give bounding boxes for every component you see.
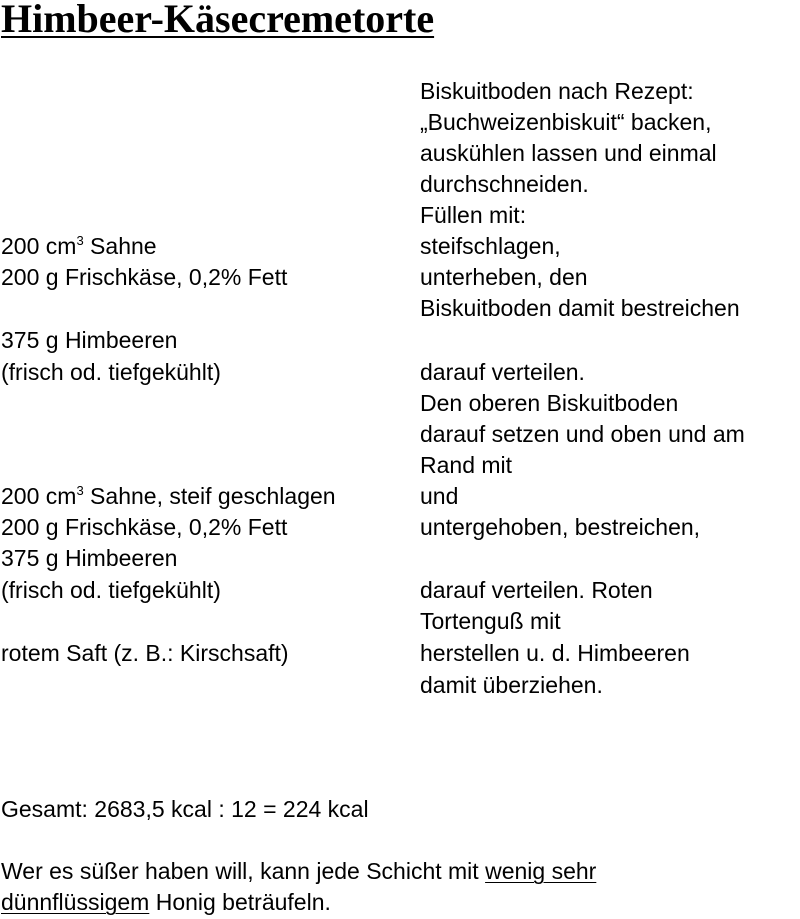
- instruction-line: Tortenguß mit: [420, 608, 561, 634]
- calorie-total: Gesamt: 2683,5 kcal : 12 = 224 kcal: [1, 796, 369, 822]
- instruction-line: darauf verteilen. Roten: [420, 577, 653, 603]
- instruction-line: herstellen u. d. Himbeeren: [420, 640, 690, 666]
- instruction-line: unterheben, den: [420, 264, 588, 290]
- tip-text: Wer es süßer haben will, kann jede Schicht mit: [1, 858, 486, 884]
- honey-tip-line-2: [1, 888, 331, 916]
- ingredient-raspberries-note: (frisch od. tiefgekühlt): [1, 577, 221, 603]
- ingredient-raspberries: 375 g Himbeeren: [1, 545, 178, 571]
- instruction-line: und: [420, 483, 459, 509]
- ingredient-cream-amount: 200 cm: [1, 483, 77, 509]
- ingredient-raspberries-note: (frisch od. tiefgekühlt): [1, 359, 221, 385]
- ingredient-cream-whipped: [1, 482, 336, 510]
- instruction-line: steifschlagen,: [420, 233, 561, 259]
- instruction-line: darauf setzen und oben und am: [420, 421, 745, 447]
- instruction-line: Biskuitboden nach Rezept:: [420, 78, 694, 104]
- instruction-line: durchschneiden.: [420, 171, 589, 197]
- instruction-line: darauf verteilen.: [420, 359, 585, 385]
- superscript-three: 3: [76, 483, 84, 498]
- instruction-line: „Buchweizenbiskuit“ backen,: [420, 109, 712, 135]
- ingredient-cream-cheese: 200 g Frischkäse, 0,2% Fett: [1, 514, 288, 540]
- tip-emphasis: dünnflüssigem: [1, 889, 150, 915]
- ingredient-raspberries: 375 g Himbeeren: [1, 327, 178, 353]
- ingredient-cream: [1, 232, 157, 260]
- instruction-line: auskühlen lassen und einmal: [420, 140, 717, 166]
- page-title: Himbeer-Käsecremetorte: [1, 0, 435, 41]
- instruction-line: damit überziehen.: [420, 672, 603, 698]
- instruction-line: Den oberen Biskuitboden: [420, 390, 679, 416]
- superscript-three: 3: [76, 233, 84, 248]
- instruction-line: Rand mit: [420, 452, 513, 478]
- ingredient-juice: rotem Saft (z. B.: Kirschsaft): [1, 640, 289, 666]
- instruction-line: untergehoben, bestreichen,: [420, 514, 701, 540]
- ingredient-cream-name: Sahne, steif geschlagen: [83, 483, 336, 509]
- ingredient-cream-amount: 200 cm: [1, 233, 77, 259]
- ingredient-cream-name: Sahne: [83, 233, 157, 259]
- tip-text: Honig beträufeln.: [149, 889, 331, 915]
- honey-tip-line-1: [1, 857, 596, 885]
- tip-emphasis: wenig sehr: [485, 858, 597, 884]
- instruction-line: Biskuitboden damit bestreichen: [420, 295, 740, 321]
- ingredient-cream-cheese: 200 g Frischkäse, 0,2% Fett: [1, 264, 288, 290]
- instruction-line: Füllen mit:: [420, 202, 527, 228]
